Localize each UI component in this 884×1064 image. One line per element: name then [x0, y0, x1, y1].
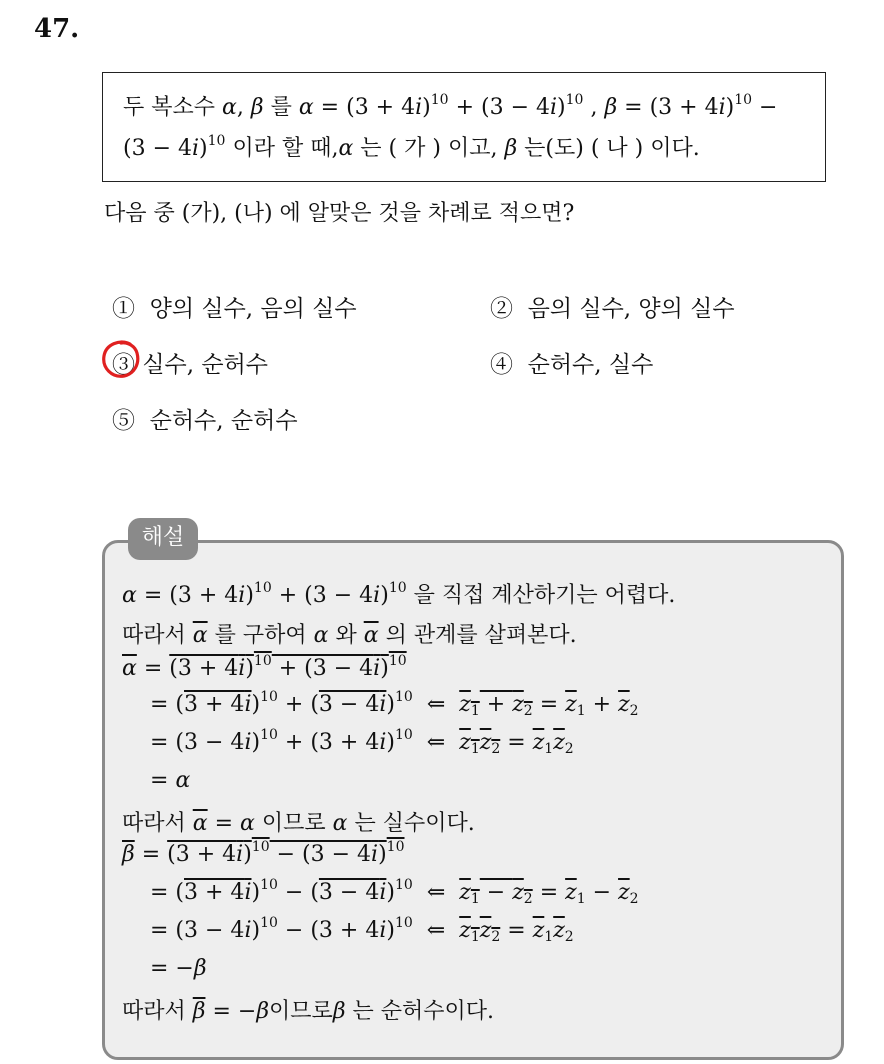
solution-line-4: = $(3 + 4i)^{10} + (3 - 4i)^{10}$ ⇐ $z_1 + z_2 = \overline{z}_1 + \overline{z}_2$	[150, 689, 639, 719]
choice-3[interactable]: ③ 실수, 순허수	[112, 352, 269, 378]
choice-2[interactable]: ② 음의 실수, 양의 실수	[490, 296, 735, 322]
solution-line-12: 따라서 $\overline{\beta} = -\beta$이므로β 는 순허수이다.	[122, 999, 495, 1024]
question-line-1: 두 복소수 α, β 를 $\alpha = (3 + 4i)^{10} + (3 - 4i)^{10}$ , $\beta = (3 + 4i)^{10}$ −	[123, 92, 778, 120]
question-line-2: $(3 - 4i)^{10}$ 이라 할 때,α 는 ( 가 ) 이고, β 는(도) ( 나 ) 이다.	[123, 133, 700, 161]
solution-line-6: = α	[150, 768, 191, 793]
solution-line-11: = −β	[150, 956, 207, 981]
solution-line-1: $\alpha = (3 + 4i)^{10} + (3 - 4i)^{10}$ 을 직접 계산하기는 어렵다.	[122, 580, 676, 608]
problem-number: 47.	[34, 14, 80, 44]
solution-line-8: $\overline{\beta} = (3 + 4i)^{10} - (3 - 4i)^{10}$	[122, 839, 405, 867]
choice-5[interactable]: ⑤ 순허수, 순허수	[112, 408, 298, 434]
solution-line-3: $\overline{\alpha} = (3 + 4i)^{10} + (3 - 4i)^{10}$	[122, 653, 407, 681]
solution-line-7: 따라서 $\overline{\alpha} = \alpha$ 이므로 α 는 실수이다.	[122, 811, 475, 836]
solution-line-9: = $(3 + 4i)^{10} - (3 - 4i)^{10}$ ⇐ $z_1 - z_2 = \overline{z}_1 - \overline{z}_2$	[150, 877, 639, 907]
question-box	[102, 72, 826, 182]
question-prompt: 다음 중 (가), (나) 에 알맞은 것을 차례로 적으면?	[104, 201, 575, 226]
solution-line-5: = $(3 - 4i)^{10} + (3 + 4i)^{10}$ ⇐ $z_1z_2 = \overline{z}_1\overline{z}_2$	[150, 727, 574, 757]
answer-circle-mark	[100, 338, 142, 380]
solution-line-10: = $(3 - 4i)^{10} - (3 + 4i)^{10}$ ⇐ $z_1z_2 = \overline{z}_1\overline{z}_2$	[150, 915, 574, 945]
choice-1[interactable]: ① 양의 실수, 음의 실수	[112, 296, 357, 322]
solution-line-2: 따라서 $\overline{\alpha}$ 를 구하여 α 와 $\overline{\alpha}$ 의 관계를 살펴본다.	[122, 623, 577, 648]
choice-4[interactable]: ④ 순허수, 실수	[490, 352, 654, 378]
solution-tab: 해설	[128, 518, 198, 560]
